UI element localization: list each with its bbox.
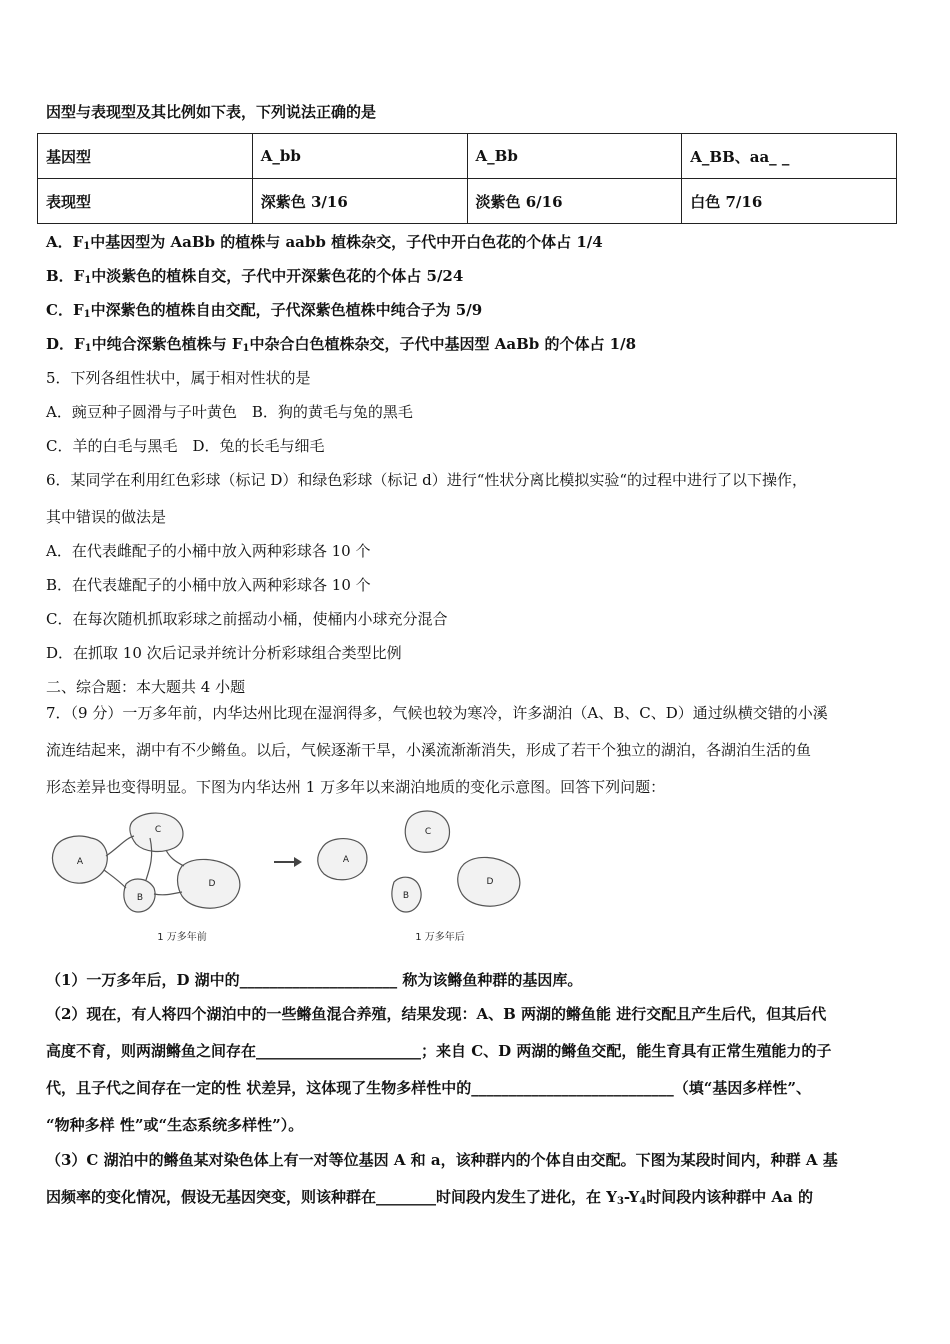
q7-line2: 流连结起来，湖中有不少鳉鱼。以后，气候逐渐干旱，小溪流渐渐消失，形成了若干个独立的湖泊，各湖泊生活的鱼 [46, 741, 812, 759]
q6-option-a: A．在代表雌配子的小桶中放入两种彩球各 10 个 [46, 542, 371, 560]
lake-label: B [402, 891, 410, 901]
table-cell: 深紫色 3/16 [252, 179, 467, 224]
table-cell: 白色 7/16 [682, 179, 897, 224]
q5-options-ab: A．豌豆种子圆滑与子叶黄色 B．狗的黄毛与兔的黑毛 [46, 403, 413, 421]
stream [166, 850, 184, 866]
stream [104, 870, 126, 888]
q7-part3-line2: 因频率的变化情况，假设无基因突变，则该种群在________时间段内发生了进化，在 $Y_3-Y_4$时间段内该种群中 Aa 的 [46, 1188, 813, 1207]
lake-label: D [208, 879, 216, 889]
table-cell: 淡紫色 6/16 [467, 179, 682, 224]
q6-stem-line1: 6．某同学在利用红色彩球（标记 D）和绿色彩球（标记 d）进行“性状分离比模拟实验“的过程中进行了以下操作， [46, 471, 808, 489]
table-cell: 基因型 [38, 134, 253, 179]
q7-part1: （1）一万多年后，D 湖中的_____________________ 称为该鳉鱼种群的基因库。 [46, 971, 583, 989]
genotype-phenotype-table [37, 133, 897, 224]
q7-part2-line2: 高度不育，则两湖鳉鱼之间存在______________________；来自 C、D 两湖的鳉鱼交配，能生育具有正常生殖能力的子 [46, 1042, 832, 1060]
lake-label: D [486, 877, 494, 887]
table-row [38, 179, 897, 224]
stream [106, 836, 134, 856]
lake-label: C [154, 825, 162, 835]
stream [154, 892, 182, 895]
q6-stem-line2: 其中错误的做法是 [46, 508, 167, 526]
table-cell: A_BB、aa_ _ [682, 134, 897, 179]
q4-option-a: A．$F_1$中基因型为 AaBb 的植株与 aabb 植株杂交，子代中开白色花的个体占 1/4 [46, 233, 603, 252]
intro-text: 因型与表现型及其比例如下表，下列说法正确的是 [46, 103, 377, 121]
caption-before: 1 万多年前 [157, 932, 207, 943]
lake-label: A [76, 857, 84, 867]
q7-line1: 7．（9 分）一万多年前，内华达州比现在湿润得多，气候也较为寒冷，许多湖泊（A、B、C、D）通过纵横交错的小溪 [46, 704, 828, 722]
table-cell: A_bb [252, 134, 467, 179]
q6-option-d: D．在抓取 10 次后记录并统计分析彩球组合类型比例 [46, 644, 402, 662]
q4-option-d: D．$F_1$中纯合深紫色植株与 $F_1$中杂合白色植株杂交，子代中基因型 AaBb 的个体占 1/8 [46, 335, 637, 354]
table-cell: A_Bb [467, 134, 682, 179]
section-heading: 二、综合题：本大题共 4 小题 [46, 678, 246, 696]
q6-option-b: B．在代表雄配子的小桶中放入两种彩球各 10 个 [46, 576, 371, 594]
caption-after: 1 万多年后 [415, 932, 465, 943]
lake-change-figure [46, 808, 546, 948]
table-cell: 表现型 [38, 179, 253, 224]
q7-part2-line4: “物种多样 性”或“生态系统多样性”）。 [46, 1116, 304, 1134]
q4-option-b: B．$F_1$中淡紫色的植株自交，子代中开深紫色花的个体占 5/24 [46, 267, 464, 286]
lake-label: B [136, 893, 144, 903]
q5-options-cd: C．羊的白毛与黑毛 D．兔的长毛与细毛 [46, 437, 325, 455]
q4-option-c: C．$F_1$中深紫色的植株自由交配，子代深紫色植株中纯合子为 5/9 [46, 301, 483, 320]
q7-part2-line1: （2）现在，有人将四个湖泊中的一些鳉鱼混合养殖，结果发现：A、B 两湖的鳉鱼能 进行交配且产生后代，但其后代 [46, 1005, 827, 1023]
q7-line3: 形态差异也变得明显。下图为内华达州 1 万多年以来湖泊地质的变化示意图。回答下列问题： [46, 778, 666, 796]
lake-label: A [342, 855, 350, 865]
q7-part3-line1: （3）C 湖泊中的鳉鱼某对染色体上有一对等位基因 A 和 a，该种群内的个体自由交配。下图为某段时间内，种群 A 基 [46, 1151, 838, 1169]
arrow-icon [274, 857, 302, 867]
q7-part2-line3: 代，且子代之间存在一定的性 状差异，这体现了生物多样性中的___________________________（填“基因多样性”、 [46, 1079, 811, 1097]
table-row [38, 134, 897, 179]
q6-option-c: C．在每次随机抓取彩球之前摇动小桶，使桶内小球充分混合 [46, 610, 448, 628]
lake-label: C [424, 827, 432, 837]
q5-stem: 5．下列各组性状中，属于相对性状的是 [46, 369, 311, 387]
